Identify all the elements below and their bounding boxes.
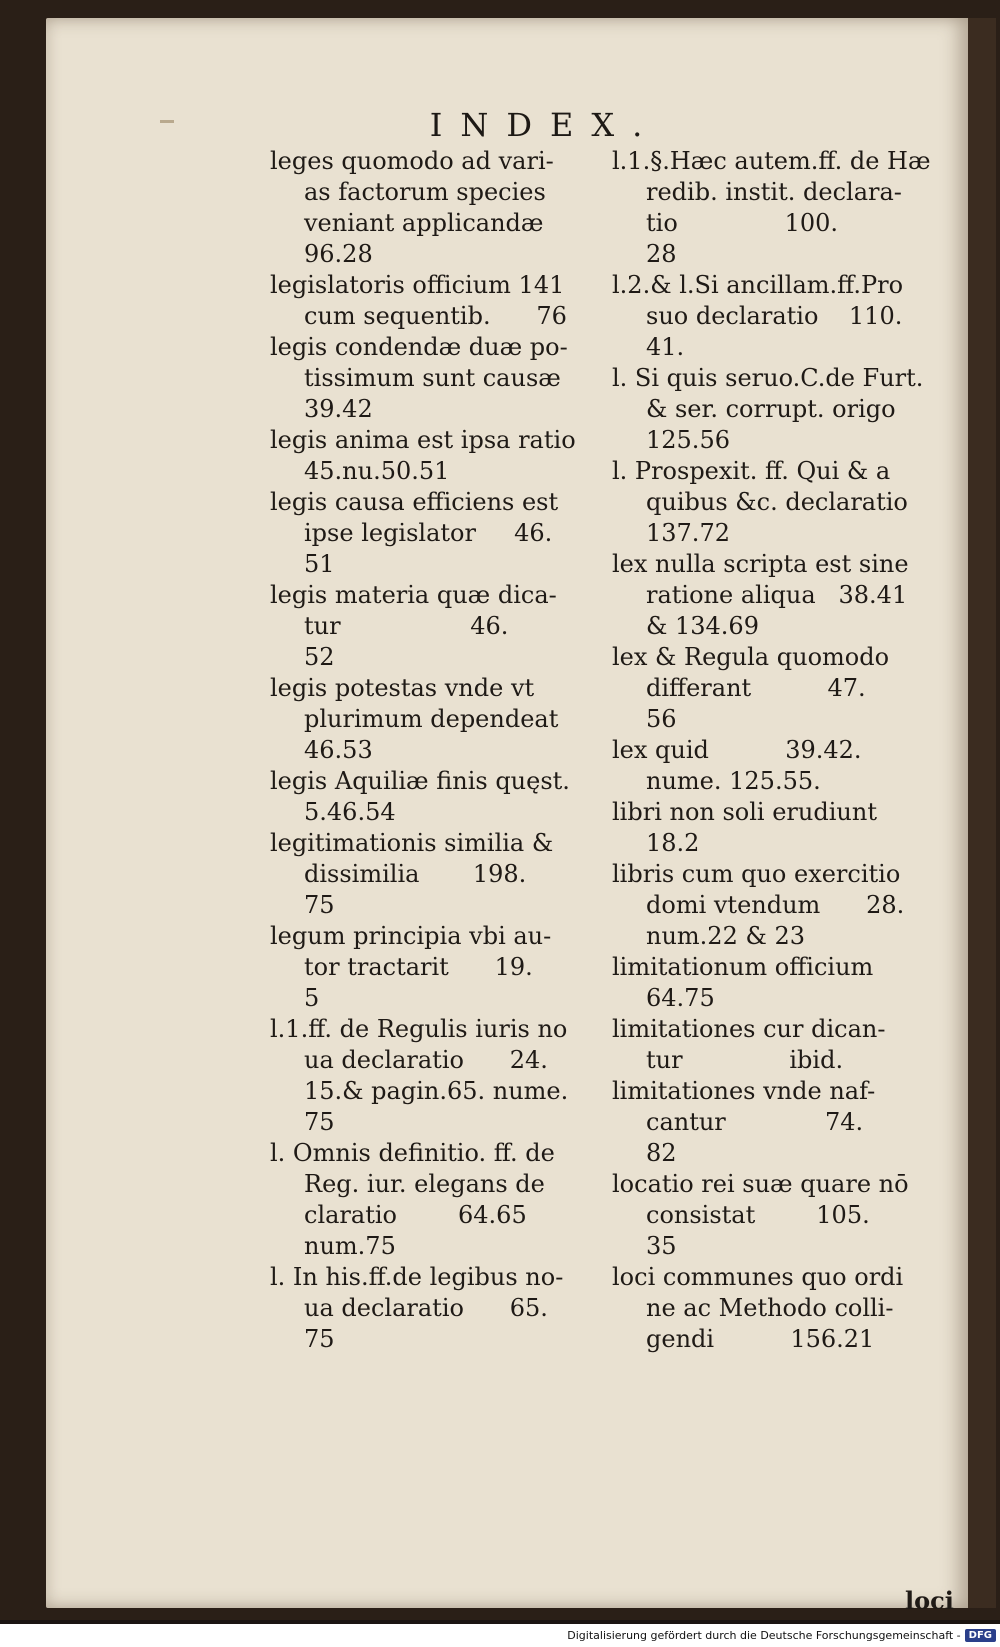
- index-entry: [612, 859, 956, 952]
- entry-continuation-line: num.22 & 23: [646, 922, 805, 950]
- index-entry: [270, 146, 612, 270]
- entry-headword-line: locatio rei suæ quare nō: [612, 1170, 909, 1198]
- entry-continuation-line: cantur 74.: [646, 1108, 864, 1136]
- index-entry: [612, 1169, 956, 1262]
- entry-continuation-line: tor tractarit 19.: [304, 953, 533, 981]
- entry-headword-line: lex & Regula quomodo: [612, 643, 890, 671]
- entry-headword-line: limitationum officium: [612, 953, 874, 981]
- index-entry: [270, 828, 612, 921]
- entry-headword-line: l.2.& l.Si ancillam.ff.Pro: [612, 271, 904, 299]
- entry-headword-line: legis potestas vnde vt: [270, 674, 535, 702]
- entry-headword-line: legis Aquiliæ finis quęst.: [270, 767, 570, 795]
- index-entry: [612, 1262, 956, 1355]
- entry-headword-line: legislatoris officium 141: [270, 271, 565, 299]
- index-entry: [612, 456, 956, 549]
- entry-continuation-line: 64.75: [646, 984, 715, 1012]
- index-entry: [270, 766, 612, 828]
- entry-continuation-line: 46.53: [304, 736, 373, 764]
- entry-continuation-line: claratio 64.65: [304, 1201, 527, 1229]
- index-entry: [270, 673, 612, 766]
- entry-continuation-line: ipse legislator 46.: [304, 519, 553, 547]
- entry-continuation-line: ne ac Methodo colli-: [646, 1294, 894, 1322]
- entry-continuation-line: 51: [304, 550, 335, 578]
- index-entry: [612, 363, 956, 456]
- entry-continuation-line: 45.nu.50.51: [304, 457, 450, 485]
- entry-headword-line: l. Si quis seruo.C.de Furt.: [612, 364, 924, 392]
- entry-continuation-line: tur ibid.: [646, 1046, 844, 1074]
- entry-headword-line: legis materia quæ dica-: [270, 581, 557, 609]
- entry-continuation-line: tio 100.: [646, 209, 839, 237]
- index-entry: [270, 921, 612, 1014]
- entry-continuation-line: suo declaratio 110.: [646, 302, 903, 330]
- entry-headword-line: legitimationis similia &: [270, 829, 554, 857]
- entry-headword-line: legis anima est ipsa ratio: [270, 426, 576, 454]
- entry-continuation-line: 52: [304, 643, 335, 671]
- entry-continuation-line: nume. 125.55.: [646, 767, 821, 795]
- index-entry: [270, 580, 612, 673]
- index-column-left: [270, 146, 612, 1355]
- entry-continuation-line: 96.28: [304, 240, 373, 268]
- entry-headword-line: legis causa efficiens est: [270, 488, 559, 516]
- entry-headword-line: lex nulla scripta est sine: [612, 550, 909, 578]
- index-entry: [270, 1014, 612, 1138]
- entry-headword-line: l. Omnis definitio. ff. de: [270, 1139, 555, 1167]
- index-entry: [612, 1014, 956, 1076]
- entry-continuation-line: domi vtendum 28.: [646, 891, 905, 919]
- entry-continuation-line: 41.: [646, 333, 685, 361]
- entry-continuation-line: veniant applicandæ: [304, 209, 544, 237]
- index-entry: [270, 1262, 612, 1355]
- footer-bar: [0, 1624, 1000, 1647]
- index-entry: [612, 642, 956, 735]
- entry-continuation-line: as factorum species: [304, 178, 546, 206]
- entry-continuation-line: tissimum sunt causæ: [304, 364, 561, 392]
- entry-headword-line: libris cum quo exercitio: [612, 860, 901, 888]
- entry-continuation-line: 28: [646, 240, 677, 268]
- footer-text: Digitalisierung gefördert durch die Deutsche Forschungsgemeinschaft -: [567, 1629, 961, 1642]
- entry-continuation-line: ua declaratio 24.: [304, 1046, 548, 1074]
- index-column-right: [612, 146, 956, 1355]
- page-header: INDEX.: [429, 106, 661, 144]
- catchword: loci: [905, 1586, 954, 1615]
- entry-continuation-line: plurimum dependeat: [304, 705, 559, 733]
- entry-continuation-line: consistat 105.: [646, 1201, 870, 1229]
- entry-continuation-line: redib. instit. declara-: [646, 178, 902, 206]
- entry-continuation-line: quibus &c. declaratio: [646, 488, 908, 516]
- entry-continuation-line: tur 46.: [304, 612, 509, 640]
- entry-headword-line: loci communes quo ordi: [612, 1263, 904, 1291]
- entry-continuation-line: ratione aliqua 38.41: [646, 581, 908, 609]
- entry-headword-line: l. Prospexit. ff. Qui & a: [612, 457, 891, 485]
- entry-continuation-line: 15.& pagin.65. nume.: [304, 1077, 569, 1105]
- entry-continuation-line: 5: [304, 984, 320, 1012]
- entry-headword-line: libri non soli erudiunt: [612, 798, 877, 826]
- entry-continuation-line: cum sequentib. 76: [304, 302, 567, 330]
- entry-headword-line: limitationes vnde naf-: [612, 1077, 876, 1105]
- entry-continuation-line: 75: [304, 1108, 335, 1136]
- entry-headword-line: legum principia vbi au-: [270, 922, 552, 950]
- entry-headword-line: l.1.§.Hæc autem.ff. de Hæ: [612, 147, 931, 175]
- entry-continuation-line: 56: [646, 705, 677, 733]
- entry-continuation-line: differant 47.: [646, 674, 866, 702]
- entry-continuation-line: 75: [304, 891, 335, 919]
- entry-continuation-line: 35: [646, 1232, 677, 1260]
- entry-headword-line: leges quomodo ad vari-: [270, 147, 554, 175]
- index-entry: [612, 549, 956, 642]
- entry-headword-line: limitationes cur dican-: [612, 1015, 886, 1043]
- entry-headword-line: l.1.ff. de Regulis iuris no: [270, 1015, 568, 1043]
- entry-continuation-line: num.75: [304, 1232, 396, 1260]
- entry-continuation-line: Reg. iur. elegans de: [304, 1170, 545, 1198]
- entry-continuation-line: 39.42: [304, 395, 373, 423]
- index-entry: [612, 146, 956, 270]
- entry-continuation-line: & 134.69: [646, 612, 759, 640]
- entry-continuation-line: 18.2: [646, 829, 700, 857]
- entry-continuation-line: 5.46.54: [304, 798, 396, 826]
- entry-continuation-line: & ser. corrupt. origo: [646, 395, 896, 423]
- index-entry: [612, 952, 956, 1014]
- index-entry: [270, 425, 612, 487]
- entry-headword-line: lex quid 39.42.: [612, 736, 862, 764]
- entry-continuation-line: ua declaratio 65.: [304, 1294, 548, 1322]
- index-entry: [612, 797, 956, 859]
- entry-continuation-line: 82: [646, 1139, 677, 1167]
- index-entry: [612, 735, 956, 797]
- entry-headword-line: legis condendæ duæ po-: [270, 333, 568, 361]
- index-entry: [270, 332, 612, 425]
- index-entry: [612, 1076, 956, 1169]
- entry-continuation-line: 137.72: [646, 519, 730, 547]
- dfg-logo: DFG: [965, 1629, 996, 1642]
- index-entry: [612, 270, 956, 363]
- entry-continuation-line: dissimilia 198.: [304, 860, 527, 888]
- index-entry: [270, 487, 612, 580]
- entry-continuation-line: 75: [304, 1325, 335, 1353]
- entry-headword-line: l. In his.ff.de legibus no-: [270, 1263, 564, 1291]
- entry-continuation-line: 125.56: [646, 426, 730, 454]
- entry-continuation-line: gendi 156.21: [646, 1325, 875, 1353]
- index-entry: [270, 1138, 612, 1262]
- book-edge: [968, 18, 996, 1608]
- index-entry: [270, 270, 612, 332]
